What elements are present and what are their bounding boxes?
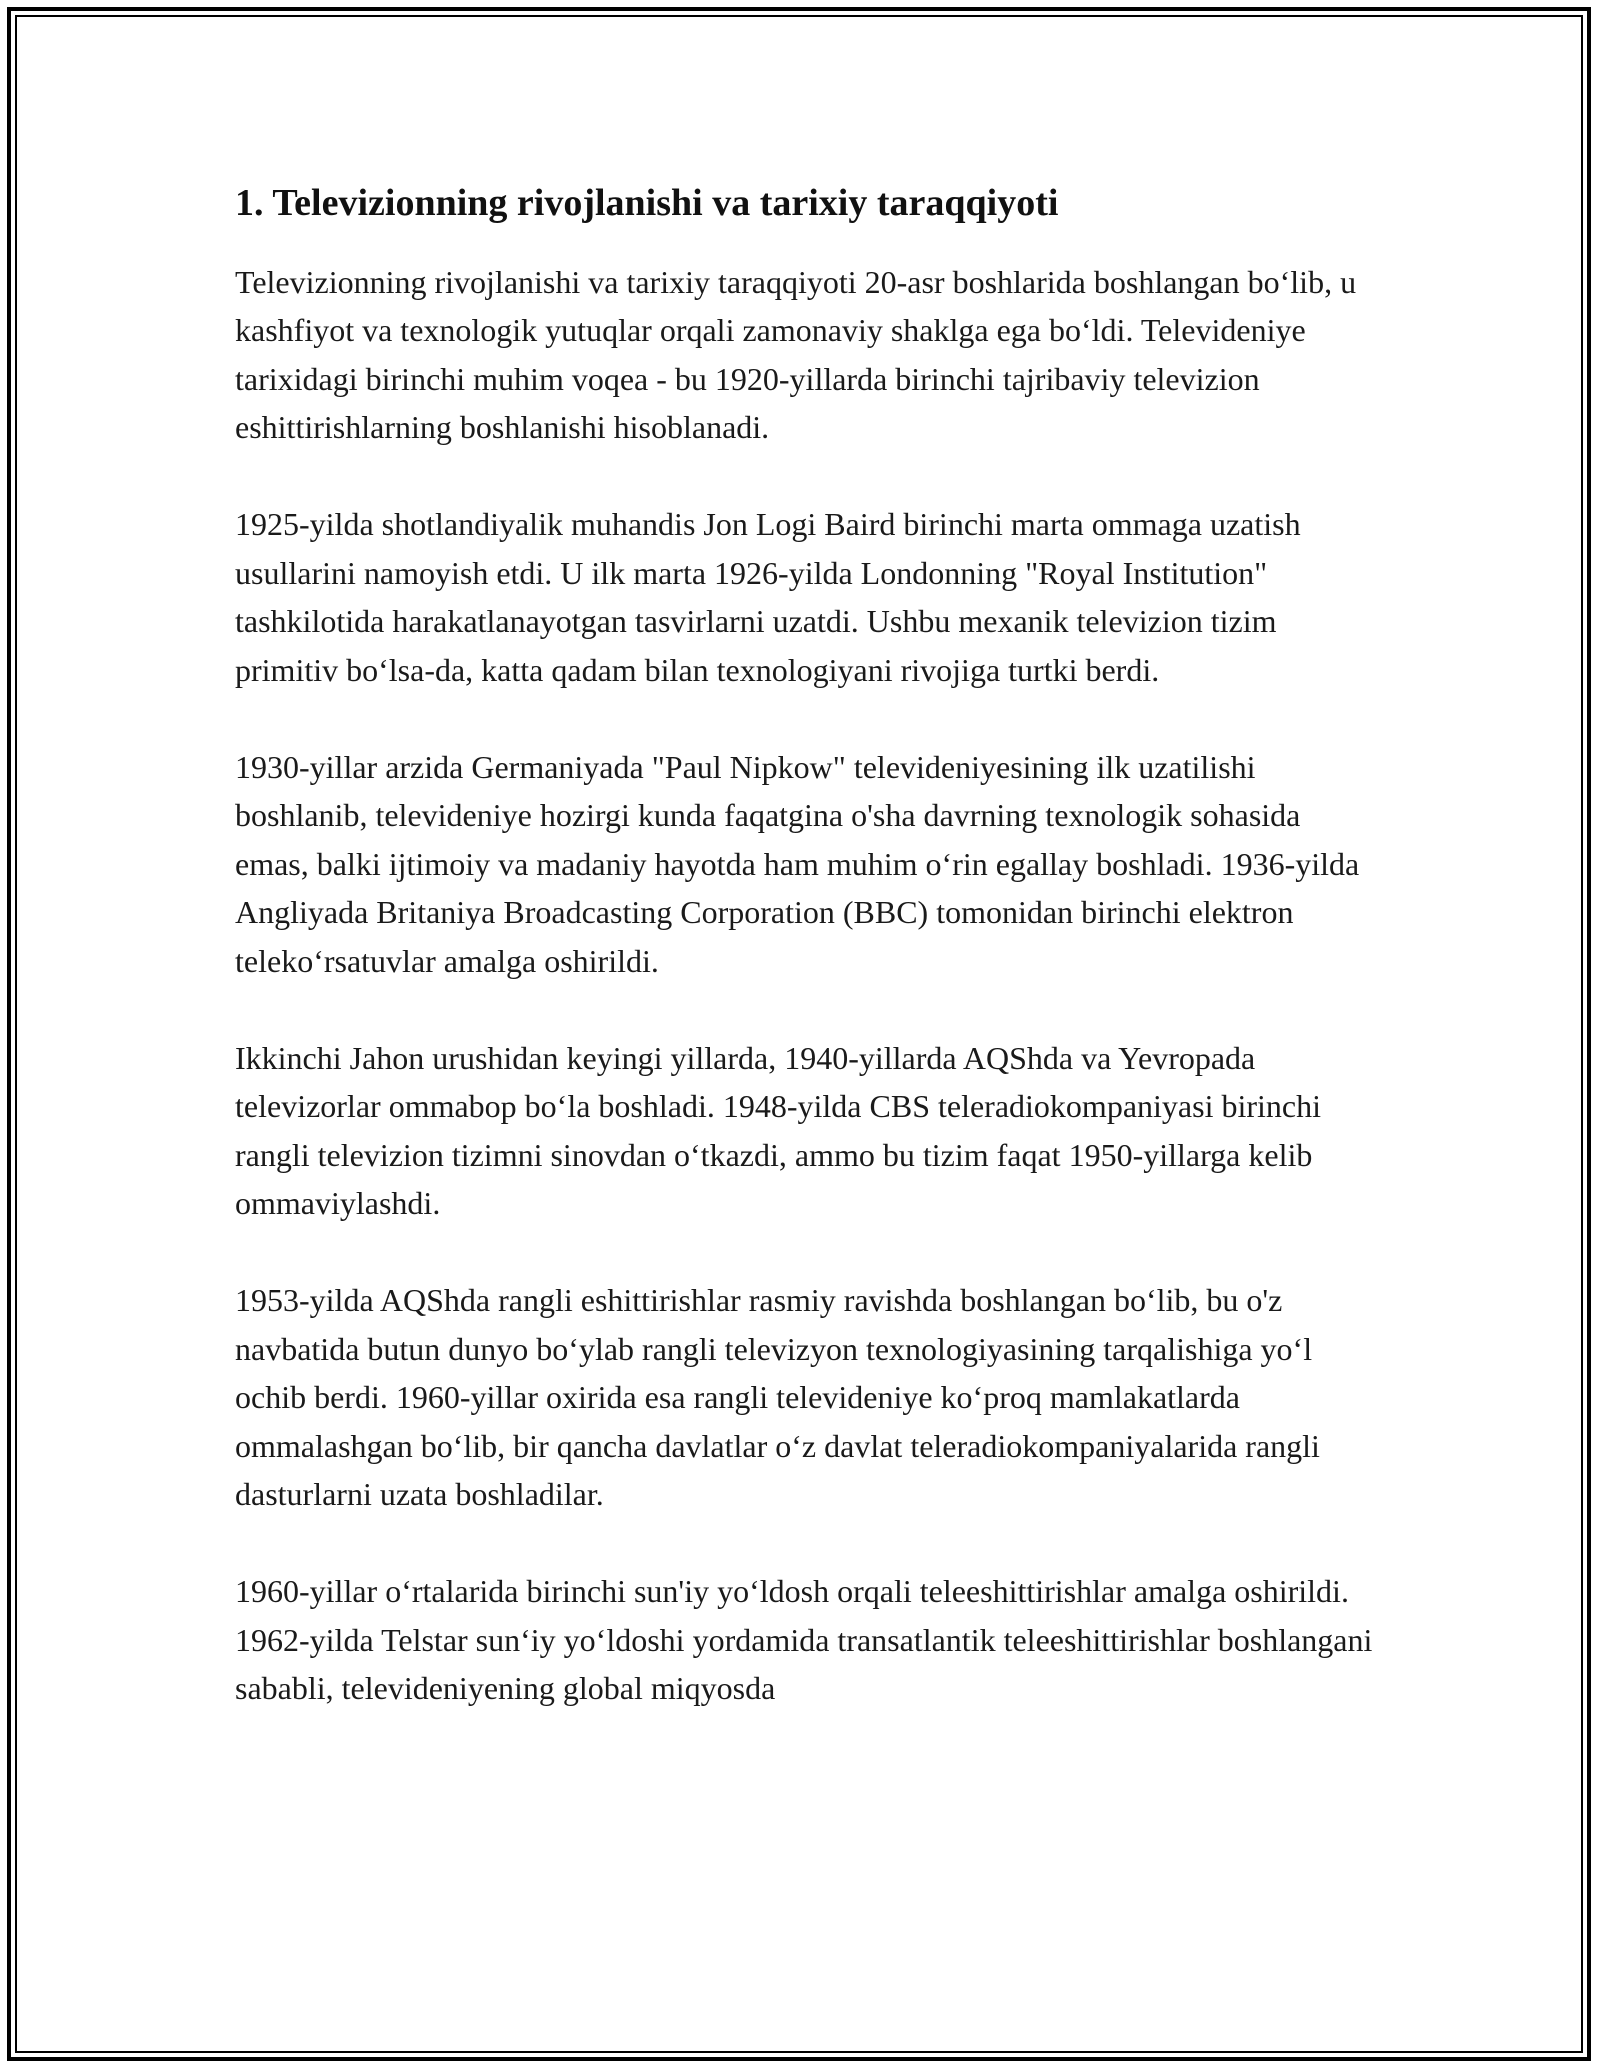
document-title: 1. Televizionning rivojlanishi va tarixiy taraqqiyoti <box>235 182 1059 224</box>
paragraph-6: 1960-yillar o‘rtalarida birinchi sun'iy yo‘ldosh orqali teleeshittirishlar amalga oshirildi. 1962-yilda Telstar sun‘iy yo‘ldoshi yordamida transatlantik teleeshittirishlar boshlangani sababli, televideniyening global miqyosda <box>235 1573 1373 1706</box>
paragraph-5: 1953-yilda AQShda rangli eshittirishlar rasmiy ravishda boshlangan bo‘lib, bu o'z navbatida butun dunyo bo‘ylab rangli televizyon texnologiyasining tarqalishiga yo‘l ochib berdi. 1960-yillar oxirida esa rangli televideniye ko‘proq mamlakatlarda ommalashgan bo‘lib, bir qancha davlatlar o‘z davlat teleradiokompaniyalarida rangli dasturlarni uzata boshladilar. <box>235 1282 1320 1512</box>
paragraph-1: Televizionning rivojlanishi va tarixiy taraqqiyoti 20-asr boshlarida boshlangan bo‘lib, u kashfiyot va texnologik yutuqlar orqali zamonaviy shaklga ega bo‘ldi. Televideniye tarixidagi birinchi muhim voqea - bu 1920-yillarda birinchi tajribaviy televizion eshittirishlarning boshlanishi hisoblanadi. <box>235 263 1357 445</box>
paragraph-4: Ikkinchi Jahon urushidan keyingi yillarda, 1940-yillarda AQShda va Yevropada televizorlar ommabop bo‘la boshladi. 1948-yilda CBS teleradiokompaniyasi birinchi rangli televizion tizimni sinovdan o‘tkazdi, ammo bu tizim faqat 1950-yillarga kelib ommaviylashdi. <box>235 1039 1321 1221</box>
paragraph-2: 1925-yilda shotlandiyalik muhandis Jon Logi Baird birinchi marta ommaga uzatish usullarini namoyish etdi. U ilk marta 1926-yilda Londonning "Royal Institution" tashkilotida harakatlanayotgan tasvirlarni uzatdi. Ushbu mexanik televizion tizim primitiv bo‘lsa-da, katta qadam bilan texnologiyani rivojiga turtki berdi. <box>235 506 1301 688</box>
document-body <box>235 180 1375 1761</box>
paragraph-3: 1930-yillar arzida Germaniyada "Paul Nipkow" televideniyesining ilk uzatilishi boshlanib, televideniye hozirgi kunda faqatgina o'sha davrning texnologik sohasida emas, balki ijtimoiy va madaniy hayotda ham muhim o‘rin egallay boshladi. 1936-yilda Angliyada Britaniya Broadcasting Corporation (BBC) tomonidan birinchi elektron teleko‘rsatuvlar amalga oshirildi. <box>235 748 1360 979</box>
